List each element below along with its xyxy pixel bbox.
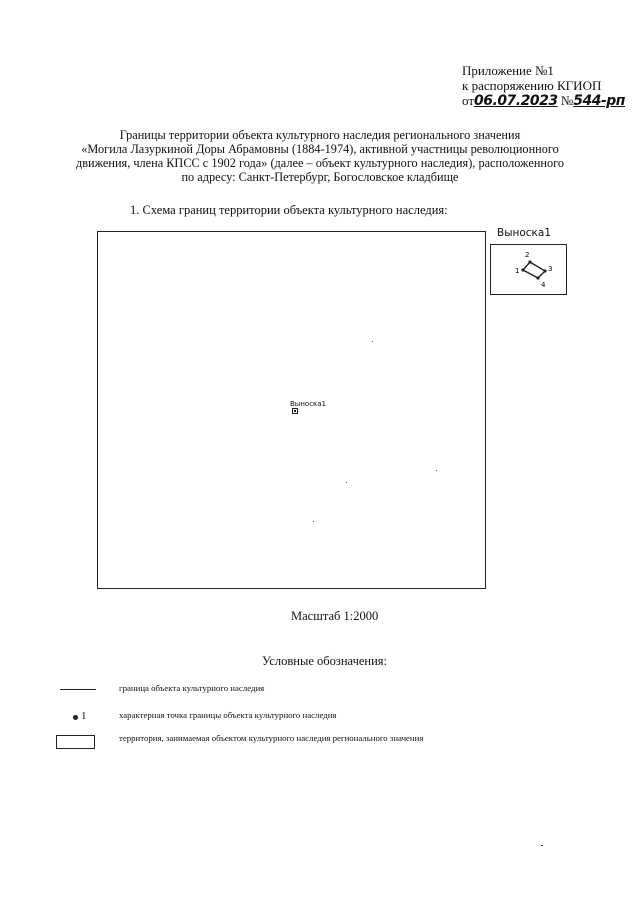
- boundary-point-2: [528, 260, 531, 263]
- title-line-1: Границы территории объекта культурного наследия регионального значения: [119, 128, 521, 142]
- legend-title: Условные обозначения:: [262, 654, 388, 668]
- map-speck: [346, 482, 347, 483]
- legend-text-point: характерная точка границы объекта культурного наследия: [119, 710, 337, 720]
- boundary-point-3: [543, 269, 546, 272]
- legend-boundary-line-symbol: [60, 689, 96, 690]
- point-label-4: 4: [541, 281, 546, 289]
- page-speck: [541, 845, 543, 846]
- inset-boundary-diagram: [491, 245, 568, 296]
- legend-text-territory: территория, занимаемая объектом культурного наследия регионального значения: [119, 733, 424, 743]
- appendix-line-1: Приложение №1: [462, 63, 554, 78]
- legend-point-symbol: [73, 715, 78, 720]
- appendix-header: [462, 63, 625, 109]
- date-prefix: от: [462, 93, 475, 108]
- boundary-point-4: [536, 276, 539, 279]
- title-line-4: по адресу: Санкт-Петербург, Богословское кладбище: [181, 170, 459, 184]
- boundary-polygon: [523, 262, 545, 278]
- schema-title: 1. Схема границ территории объекта культурного наследия:: [130, 203, 448, 217]
- document-title: [40, 128, 600, 184]
- legend-point-number: 1: [81, 710, 87, 722]
- map-callout-label: Выноска1: [290, 400, 327, 408]
- point-label-3: 3: [548, 265, 553, 273]
- legend-text-boundary: граница объекта культурного наследия: [119, 683, 265, 693]
- title-line-2: «Могила Лазуркиной Доры Абрамовны (1884-1974), активной участницы революционного: [81, 142, 559, 156]
- map-scale: Масштаб 1:2000: [291, 609, 379, 623]
- point-label-2: 2: [525, 251, 530, 259]
- boundary-point-1: [521, 268, 524, 271]
- title-line-3: движения, члена КПСС с 1902 года» (далее – объект культурного наследия), расположенного: [75, 156, 565, 170]
- map-speck: [372, 341, 373, 342]
- handwritten-number: 544-рп: [573, 93, 625, 109]
- map-speck: [313, 521, 314, 522]
- appendix-line-2: к распоряжению КГИОП: [462, 78, 602, 93]
- inset-label: Выноска1: [497, 227, 552, 239]
- map-callout-marker: [292, 408, 298, 414]
- map-speck: [436, 470, 437, 471]
- appendix-date-line: [462, 93, 625, 109]
- legend-territory-symbol: [56, 735, 95, 749]
- handwritten-date: 06.07.2023: [474, 93, 558, 109]
- inset-box: [490, 244, 567, 295]
- point-label-1: 1: [515, 267, 520, 275]
- number-prefix: №: [560, 93, 574, 108]
